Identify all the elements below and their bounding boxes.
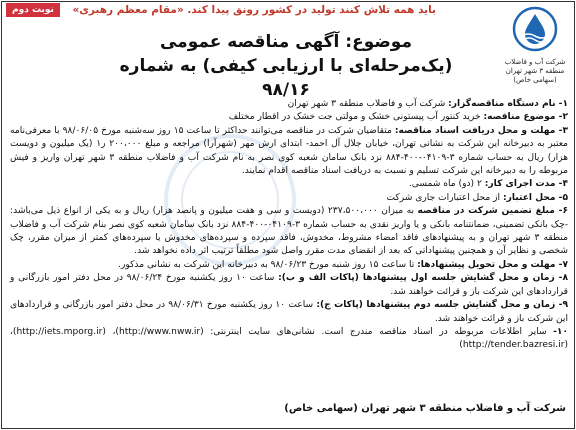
logo-org-line3: (سهامی خاص) — [513, 76, 557, 84]
item-4: ۴- مدت اجرای کار: ۲ (دو) ماه شمسی. — [408, 179, 568, 190]
round-badge: نوبت دوم — [6, 3, 60, 17]
item-1: ۱- نام دستگاه مناقصه‌گزار: شرکت آب و فاضلاب منطقه ۳ شهر تهران — [287, 99, 568, 109]
signature-line: شرکت آب و فاضلاب منطقه ۳ شهر تهران (سهامی خاص) — [284, 403, 566, 414]
item-3: ۳- مهلت و محل دریافت اسناد مناقصه: متقاضیان شرکت در مناقصه می‌توانند حداکثر تا ساعت ۱۵ روز سه‌شنبه مورخ ۹۸/۰۶/۰۵ با معرفی‌نامه معتبر به دبیرخانه این شرکت به نشانی تهران، خیابان جلال آل احمد- ابتدای ارش مهر (شهرآرا) مراجعه و مبلغ ۲۰۰،۰۰۰ ر۱ (یک میلیون و دویست هزار) ریال به حساب شماره ۳-۰۴۱۰۹-۴۰۰-۸۸۴ نزد بانک سامان شعبه کوی نصر به نام شرکت آب و فاضلاب منطقه ۳ شهر تهران واریز و فیش مربوطه را به دبیرخانه این شرکت تسلیم و نسبت به دریافت اسناد مناقصه اقدام نمایند. — [10, 125, 569, 177]
leader-quote: باید همه تلاش کنند تولید در کشور رونق پیدا کند. «مقام معظم رهبری» — [72, 4, 436, 16]
logo-org-line1: شرکت آب و فاضلاب — [504, 58, 566, 66]
water-drop-logo-icon — [512, 6, 558, 52]
notice-title — [106, 30, 466, 102]
company-logo — [498, 6, 572, 90]
logo-org-line2: منطقه ۳ شهر تهران — [505, 67, 565, 75]
item-9: ۹- زمان و محل گشایش جلسه دوم پیشنهادها (پاکات ج): ساعت ۱۰ روز یکشنبه مورخ ۹۸/۰۶/۳۱ در محل دفتر امور بازرگانی و قراردادهای این شرکت باز و قرائت خواهند شد. — [10, 300, 569, 324]
item-6: ۶- مبلغ تضمین شرکت در مناقصه به میزان ۲۳۷،۵۰۰،۰۰۰ (دویست و سی و هفت میلیون و پانصد هزار) ریال و به یکی از انواع ذیل می‌باشد: -چک بانکی تضمینی، ضمانتنامه بانکی و یا واریز نقدی به حساب شماره ۳-۰۴۱۰۹-۴۰۰-۸۸۴ نزد بانک سامان شعبه کوی نصر بنام شرکت آب و فاضلاب منطقه ۳ شهر تهران و به پیشنهادهای فاقد امضاء مشروط، مخدوش، فاقد سپرده و سپرده‌های مخدوش یا سپرده‌های کمتر از میزان مقرر، چک شخصی و نظایر آن و همچنین پیشنهاداتی که بعد از انقضای مدت مقرر واصل شود مطلقاً ترتیب اثر داده نخواهد شد. — [10, 206, 569, 257]
title-line-1: موضوع: آگهی مناقصه عمومی — [159, 32, 412, 52]
item-5: ۵- محل اعتبار: از محل اعتبارات جاری شرکت — [386, 192, 568, 203]
item-7: ۷- مهلت و محل تحویل پیشنهادها: تا ساعت ۱۵ روز شنبه مورخ ۹۸/۰۶/۲۳ به دبیرخانه این شرکت به نشانی مذکور. — [118, 259, 568, 270]
title-line-2: (یک‌مرحله‌ای با ارزیابی کیفی) به شماره ۹۸/۱۶ — [119, 56, 453, 100]
item-10: ۱۰- سایر اطلاعات مربوطه در اسناد مناقصه مندرج است. نشانی‌های سایت اینترنتی: (http://www.nww.ir)، (http://iets.mporg.ir)، (http://tender.bazresi.ir) — [10, 326, 568, 351]
item-8: ۸- زمان و محل گشایش جلسه اول پیشنهادها (پاکات الف و ب): ساعت ۱۰ روز یکشنبه مورخ ۹۸/۰۶/۲۴ در محل دفتر امور بازرگانی و قراردادهای این شرکت باز و قرائت خواهند شد. — [10, 273, 569, 297]
item-2: ۲- موضوع مناقصه: خرید کنتور آب پیستونی خشک و مولتی جت خشک در اقطار مختلف — [228, 112, 568, 123]
notice-body — [10, 98, 568, 353]
